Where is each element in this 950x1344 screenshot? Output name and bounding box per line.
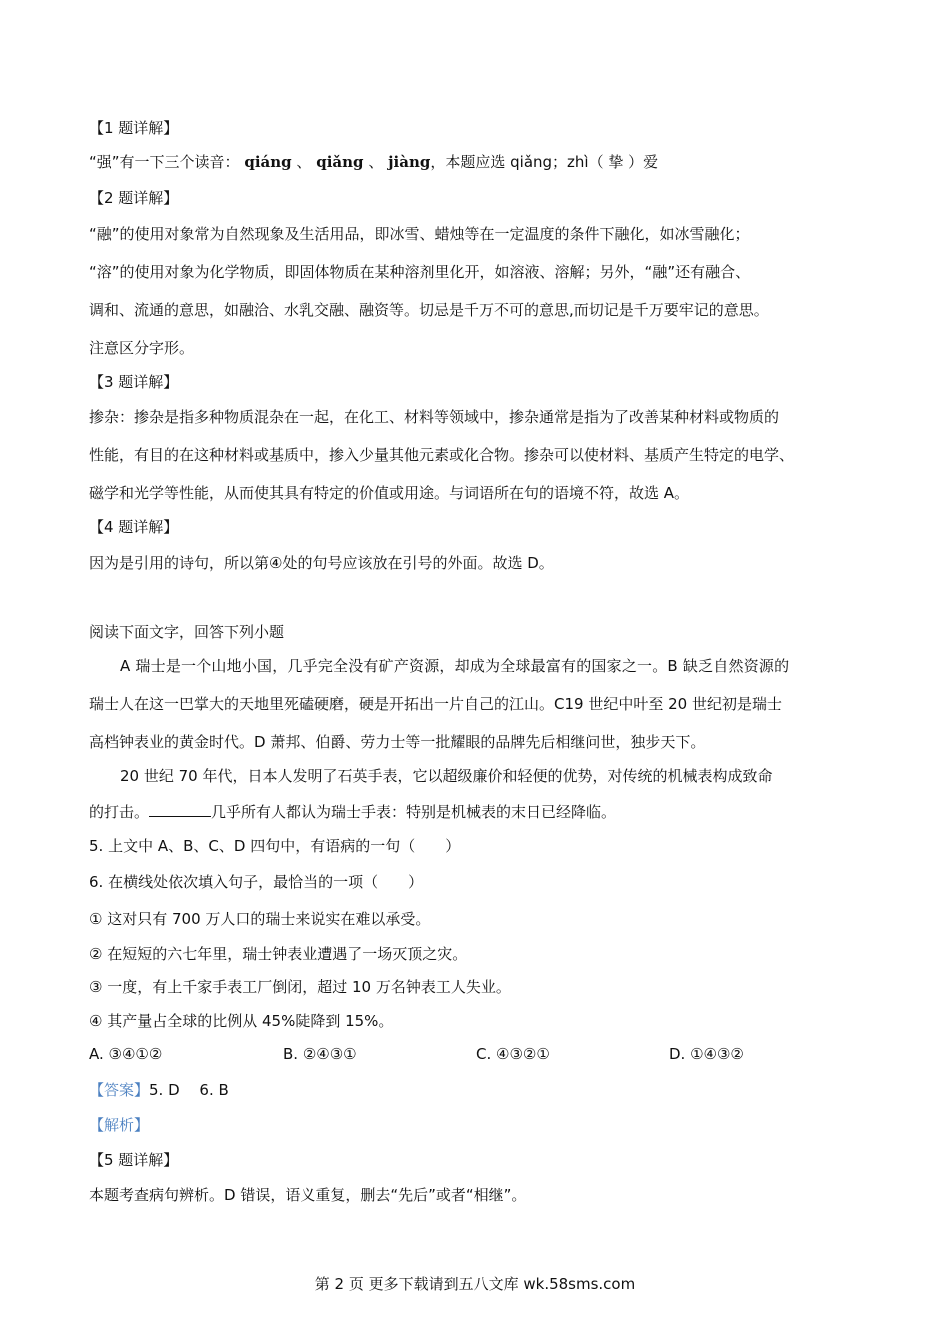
- pinyin-qiang2: qiáng: [244, 153, 292, 171]
- analysis-label: 【解析】: [89, 1116, 150, 1134]
- pinyin-jiang4: jiàng: [388, 153, 431, 171]
- q3-line: 性能，有目的在这种材料或基质中，掺入少量其他元素或化合物。掺杂可以使材料、基质产生特定的电学、: [89, 446, 795, 464]
- q1-text: [89, 152, 658, 172]
- q2-line: 调和、流通的意思，如融洽、水乳交融、融资等。切忌是千万不可的意思,而切记是千万要牢记的意思。: [89, 301, 769, 319]
- answer-text: 5. D 6. B: [149, 1081, 229, 1099]
- sentence-item: ② 在短短的六七年里，瑞士钟表业遭遇了一场灭顶之灾。: [89, 945, 468, 963]
- passage-line-blank: [89, 802, 616, 822]
- q2-line: “融”的使用对象常为自然现象及生活用品，即冰雪、蜡烛等在一定温度的条件下融化，如冰雪融化；: [89, 225, 750, 243]
- q1-heading: 【1 题详解】: [89, 119, 179, 137]
- question-5: 5. 上文中 A、B、C、D 四句中，有语病的一句（ ）: [89, 837, 461, 855]
- separator: 、: [296, 153, 312, 171]
- option-c: C. ④③②①: [476, 1045, 550, 1063]
- q3-line: 磁学和光学等性能，从而使其具有特定的价值或用途。与词语所在句的语境不符，故选 A。: [89, 484, 690, 502]
- sentence-item: ① 这对只有 700 万人口的瑞士来说实在难以承受。: [89, 910, 431, 928]
- sentence-item: ④ 其产量占全球的比例从 45%陡降到 15%。: [89, 1012, 394, 1030]
- passage-text: 几乎所有人都认为瑞士手表：特别是机械表的末日已经降临。: [211, 803, 617, 821]
- q3-line: 掺杂：掺杂是指多种物质混杂在一起，在化工、材料等领域中，掺杂通常是指为了改善某种材料或物质的: [89, 408, 780, 426]
- separator: 、: [368, 153, 384, 171]
- option-b: B. ②④③①: [283, 1045, 357, 1063]
- q2-heading: 【2 题详解】: [89, 189, 179, 207]
- sentence-item: ③ 一度，有上千家手表工厂倒闭，超过 10 万名钟表工人失业。: [89, 978, 511, 996]
- q1-text-start: “强”有一下三个读音：: [89, 153, 240, 171]
- q5-heading: 【5 题详解】: [89, 1151, 179, 1169]
- q4-line: 因为是引用的诗句，所以第④处的句号应该放在引号的外面。故选 D。: [89, 554, 554, 572]
- answer-label: 【答案】: [89, 1081, 150, 1099]
- q5-line: 本题考查病句辨析。D 错误，语义重复，删去“先后”或者“相继”。: [89, 1186, 527, 1204]
- passage-line: 瑞士人在这一巴掌大的天地里死磕硬磨，硬是开拓出一片自己的江山。C19 世纪中叶至 20 世纪初是瑞士: [89, 695, 782, 713]
- passage-intro: 阅读下面文字，回答下列小题: [89, 623, 285, 641]
- pinyin-qiang3: qiǎng: [316, 153, 364, 171]
- passage-line: A 瑞士是一个山地小国，几乎完全没有矿产资源，却成为全球最富有的国家之一。B 缺乏自然资源的: [120, 657, 790, 675]
- q1-text-end: ，本题应选 qiǎng；zhì（ 挚 ）爱: [430, 153, 659, 171]
- option-a: A. ③④①②: [89, 1045, 163, 1063]
- question-6: 6. 在横线处依次填入句子，最恰当的一项（ ）: [89, 873, 424, 891]
- q2-line: “溶”的使用对象为化学物质，即固体物质在某种溶剂里化开，如溶液、溶解；另外，“融”还有融合、: [89, 263, 751, 281]
- q2-line: 注意区分字形。: [89, 339, 195, 357]
- page-footer: 第 2 页 更多下载请到五八文库 wk.58sms.com: [314, 1275, 636, 1293]
- passage-line: 高档钟表业的黄金时代。D 萧邦、伯爵、劳力士等一批耀眼的品牌先后相继问世，独步天下。: [89, 733, 706, 751]
- passage-line: 20 世纪 70 年代，日本人发明了石英手表，它以超级廉价和轻便的优势，对传统的机械表构成致命: [120, 767, 773, 785]
- passage-text: 的打击。: [89, 803, 150, 821]
- q4-heading: 【4 题详解】: [89, 518, 179, 536]
- answer-line: [89, 1080, 229, 1100]
- option-d: D. ①④③②: [669, 1045, 744, 1063]
- q3-heading: 【3 题详解】: [89, 373, 179, 391]
- fill-blank: [149, 802, 211, 817]
